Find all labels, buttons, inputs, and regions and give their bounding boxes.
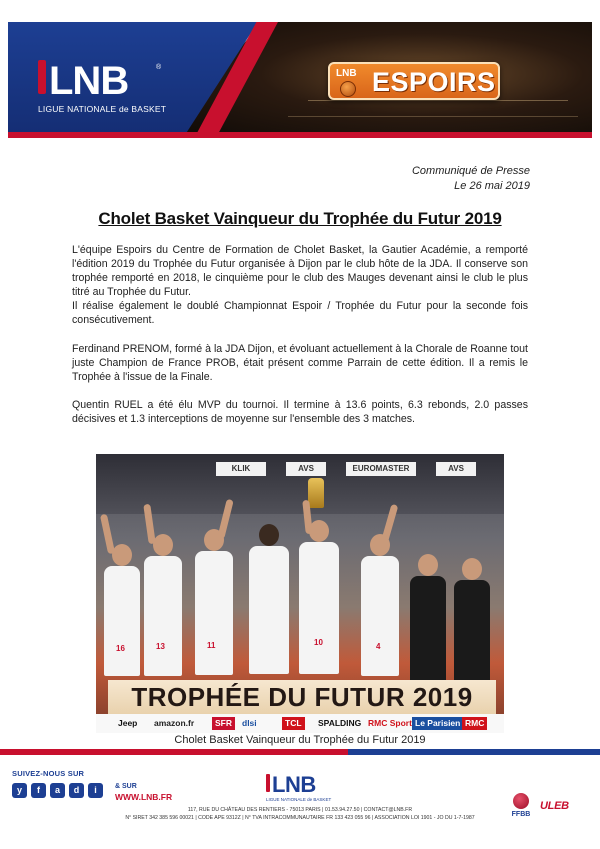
staff-outfit (410, 576, 446, 684)
player-head (204, 529, 224, 551)
facebook-icon[interactable]: f (31, 783, 46, 798)
page-title: Cholet Basket Vainqueur du Trophée du Futur 2019 (98, 209, 502, 228)
sponsor-strip (96, 714, 504, 733)
player-jersey (104, 566, 140, 676)
espoirs-logo (328, 62, 500, 100)
footer-lnb-subtitle: LIGUE NATIONALE de BASKET (266, 797, 332, 802)
press-type: Communiqué de Presse (411, 165, 530, 177)
lnb-logo-letters: LNB (49, 59, 129, 103)
player-figure (358, 534, 402, 684)
follow-label: SUIVEZ-NOUS SUR (12, 769, 85, 778)
paragraph-gap (72, 328, 528, 342)
lnb-player-mark-icon (266, 774, 270, 792)
jersey-number: 16 (116, 644, 125, 653)
paragraph-gap (72, 384, 528, 398)
and-label: & SUR (115, 783, 137, 790)
court-line (288, 116, 578, 117)
lnb-logo (38, 52, 188, 122)
paragraph-double: Il réalise également le doublé Championnat Espoir / Trophée du Futur pour la seconde fois consécutivement. (72, 300, 528, 327)
press-date: Le 26 mai 2019 (454, 180, 530, 192)
court-line (308, 100, 568, 101)
press-info (412, 164, 530, 194)
player-head (370, 534, 390, 556)
ad-board: EUROMASTER (346, 462, 416, 476)
jersey-number: 13 (156, 642, 165, 651)
photo-caption: Cholet Basket Vainqueur du Trophée du Futur 2019 (174, 734, 426, 746)
player-head (112, 544, 132, 566)
ad-board: AVS (286, 462, 326, 476)
ad-board: AVS (436, 462, 476, 476)
twitter-icon[interactable]: y (12, 783, 27, 798)
uleb-logo: ULEB (540, 800, 569, 812)
jersey-number: 4 (376, 642, 381, 651)
espoirs-wordmark: ESPOIRS (372, 67, 496, 97)
trophy-banner (108, 680, 496, 714)
footer-lnb-logo (266, 774, 336, 804)
paragraph-intro: L'équipe Espoirs du Centre de Formation de Cholet Basket, la Gautier Académie, a remporté l'édition 2019 du Trophée du Futur organisée à Dijon par le club hôte de la JDA. Il conserve son trophée remporté en 2018, le cinquième pour le club des Mauges devenant ainsi le club le plus titré au Trophée du Futur. (72, 244, 528, 299)
footer-bar (0, 749, 600, 755)
espoirs-lnb-label: LNB (336, 68, 357, 79)
ffbb-label: FFBB (511, 811, 531, 818)
dailymotion-icon[interactable]: d (69, 783, 84, 798)
player-head (259, 524, 279, 546)
ad-board: KLIK (216, 462, 266, 476)
basketball-icon (340, 81, 356, 97)
player-head (418, 554, 438, 576)
team-photo (96, 454, 504, 733)
jersey-number: 11 (207, 641, 216, 650)
player-jersey (195, 551, 233, 675)
player-figure (102, 544, 142, 684)
website-link[interactable]: WWW.LNB.FR (115, 792, 173, 802)
staff-outfit (454, 580, 490, 684)
lnb-player-mark-icon (38, 60, 46, 94)
lnb-logo-subtitle: LIGUE NATIONALE de BASKET (38, 104, 167, 114)
player-jersey (299, 542, 339, 674)
sponsor-logo: RMC (462, 717, 487, 730)
player-figure (142, 534, 184, 684)
app-icon[interactable]: a (50, 783, 65, 798)
jersey-number: 10 (314, 638, 323, 647)
footer-lnb-wordmark (266, 774, 316, 796)
address-line: 117, RUE DU CHÂTEAU DES RENTIERS - 75013 PARIS | 01.53.94.27.50 | CONTACT@LNB.FR (187, 807, 413, 813)
sponsor-logo: SPALDING (318, 718, 362, 728)
sponsor-logo: Jeep (118, 718, 138, 728)
registered-mark: ® (156, 64, 162, 71)
article-body (72, 243, 528, 426)
paragraph-mvp: Quentin RUEL a été élu MVP du tournoi. Il termine à 13.6 points, 6.3 rebonds, 2.0 passes décisives et 1.3 interceptions de moyenne sur l'ensemble des 3 matches. (72, 398, 528, 425)
player-jersey (361, 556, 399, 676)
legal-line: N° SIRET 342 385 596 00021 | CODE APE 9312Z | N° TVA INTRACOMMUNAUTAIRE FR 133 423 055 96 | ASSOCIATION LOI 1901 - JO DU 1-7-1987 (125, 815, 475, 821)
player-jersey (249, 546, 289, 674)
banner-red-bar (8, 132, 592, 138)
sponsor-logo: TCL (282, 717, 305, 730)
lnb-logo-wordmark (38, 59, 156, 103)
sponsor-logo: amazon.fr (154, 718, 195, 728)
player-jersey (144, 556, 182, 676)
player-figure (296, 520, 342, 684)
sponsor-logo: RMC Sport (368, 718, 412, 728)
trophy-banner-text: TROPHÉE DU FUTUR 2019 (131, 682, 473, 712)
arena-ad-boards (216, 462, 486, 476)
footer-address (100, 806, 500, 822)
ffbb-logo (506, 793, 536, 821)
sponsor-logo: Le Parisien (412, 717, 463, 730)
player-figure (246, 524, 292, 684)
paragraph-parrain: Ferdinand PRENOM, formé à la JDA Dijon, et évoluant actuellement à la Chorale de Roanne tout juste Champion de France PROB, était présent comme Parrain de cette édition. Il a remis le Trophée à l'issue de la Finale. (72, 342, 528, 383)
player-head (153, 534, 173, 556)
player-head (462, 558, 482, 580)
header-banner (8, 22, 592, 138)
footer-lnb-letters: LNB (272, 772, 316, 797)
player-figure (192, 529, 236, 684)
sponsor-logo: SFR (212, 717, 235, 730)
sponsor-logo: dlsi (242, 718, 257, 728)
instagram-icon[interactable]: i (88, 783, 103, 798)
players-group (96, 484, 504, 684)
staff-figure (452, 558, 492, 684)
staff-figure (408, 554, 448, 684)
ffbb-ball-icon (513, 793, 529, 809)
player-head (309, 520, 329, 542)
